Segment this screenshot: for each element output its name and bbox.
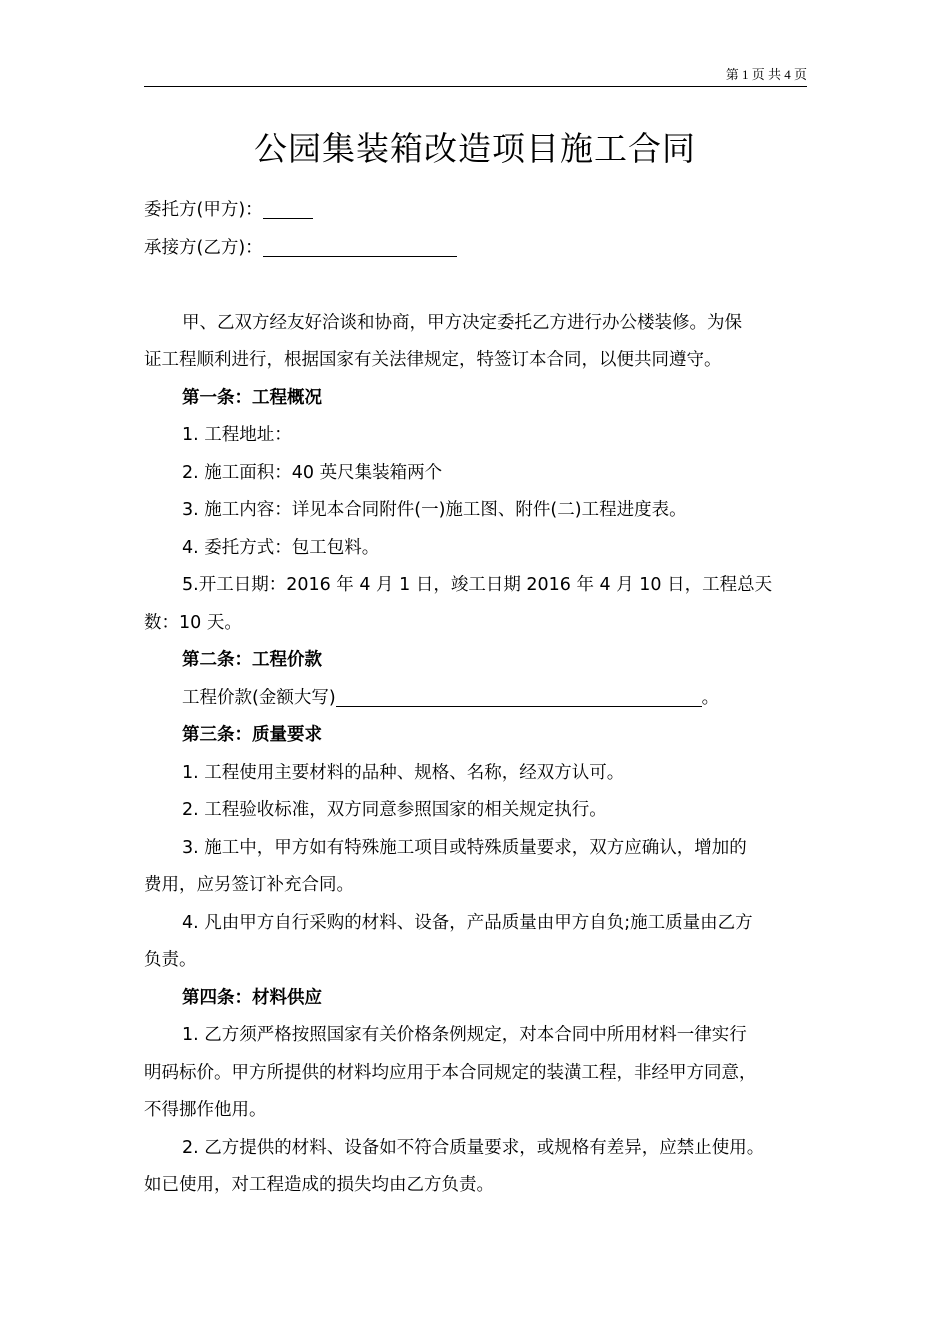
article1-item: 4. 委托方式：包工包料。 xyxy=(182,537,380,558)
article3-item-continued: 费用，应另签订补充合同。 xyxy=(144,875,354,895)
party-a-line xyxy=(144,192,814,230)
article3-heading: 第三条：质量要求 xyxy=(182,725,322,745)
article3-item: 1. 工程使用主要材料的品种、规格、名称，经双方认可。 xyxy=(182,762,625,783)
article1-item-continued: 数：10 天。 xyxy=(144,612,242,633)
page-header xyxy=(144,66,807,87)
article4-item-continued: 如已使用，对工程造成的损失均由乙方负责。 xyxy=(144,1175,494,1195)
spacer xyxy=(144,267,814,305)
party-b-line xyxy=(144,230,814,268)
article3-item-continued: 负责。 xyxy=(144,950,197,970)
party-b-blank xyxy=(263,234,457,257)
article1-item: 1. 工程地址： xyxy=(182,425,292,445)
price-blank xyxy=(336,684,702,707)
article1-item: 2. 施工面积：40 英尺集装箱两个 xyxy=(182,462,443,483)
article1-item: 5.开工日期：2016 年 4 月 1 日，竣工日期 2016 年 4 月 10 日，工程总天 xyxy=(182,575,773,595)
article4-item: 2. 乙方提供的材料、设备如不符合质量要求，或规格有差异，应禁止使用。 xyxy=(182,1137,765,1158)
article3-item: 2. 工程验收标准，双方同意参照国家的相关规定执行。 xyxy=(182,800,607,820)
price-line xyxy=(144,680,814,718)
document-title: 公园集装箱改造项目施工合同 xyxy=(254,129,696,168)
price-end: 。 xyxy=(701,687,720,708)
article4-heading: 第四条：材料供应 xyxy=(182,987,322,1008)
article2-heading: 第二条：工程价款 xyxy=(182,650,322,670)
page-indicator: 第 1 页 共 4 页 xyxy=(725,67,807,82)
article3-item: 3. 施工中，甲方如有特殊施工项目或特殊质量要求，双方应确认，增加的 xyxy=(182,837,747,858)
article3-item: 4. 凡由甲方自行采购的材料、设备，产品质量由甲方自负;施工质量由乙方 xyxy=(182,912,753,933)
party-a-blank xyxy=(263,196,313,219)
article4-item-continued: 明码标价。甲方所提供的材料均应用于本合同规定的装潢工程，非经甲方同意， xyxy=(144,1062,757,1083)
intro-paragraph-line: 甲、乙双方经友好洽谈和协商，甲方决定委托乙方进行办公楼装修。为保 xyxy=(182,312,742,333)
price-label: 工程价款(金额大写) xyxy=(182,687,336,708)
document-body xyxy=(144,192,814,1205)
article1-heading: 第一条：工程概况 xyxy=(182,387,322,408)
party-a-label: 委托方(甲方)： xyxy=(144,200,263,220)
intro-paragraph-line: 证工程顺利进行，根据国家有关法律规定，特签订本合同，以便共同遵守。 xyxy=(144,350,722,370)
article4-item-continued: 不得挪作他用。 xyxy=(144,1100,267,1120)
article1-item: 3. 施工内容：详见本合同附件(一)施工图、附件(二)工程进度表。 xyxy=(182,500,687,520)
article4-item: 1. 乙方须严格按照国家有关价格条例规定，对本合同中所用材料一律实行 xyxy=(182,1025,747,1045)
party-b-label: 承接方(乙方)： xyxy=(144,237,263,258)
